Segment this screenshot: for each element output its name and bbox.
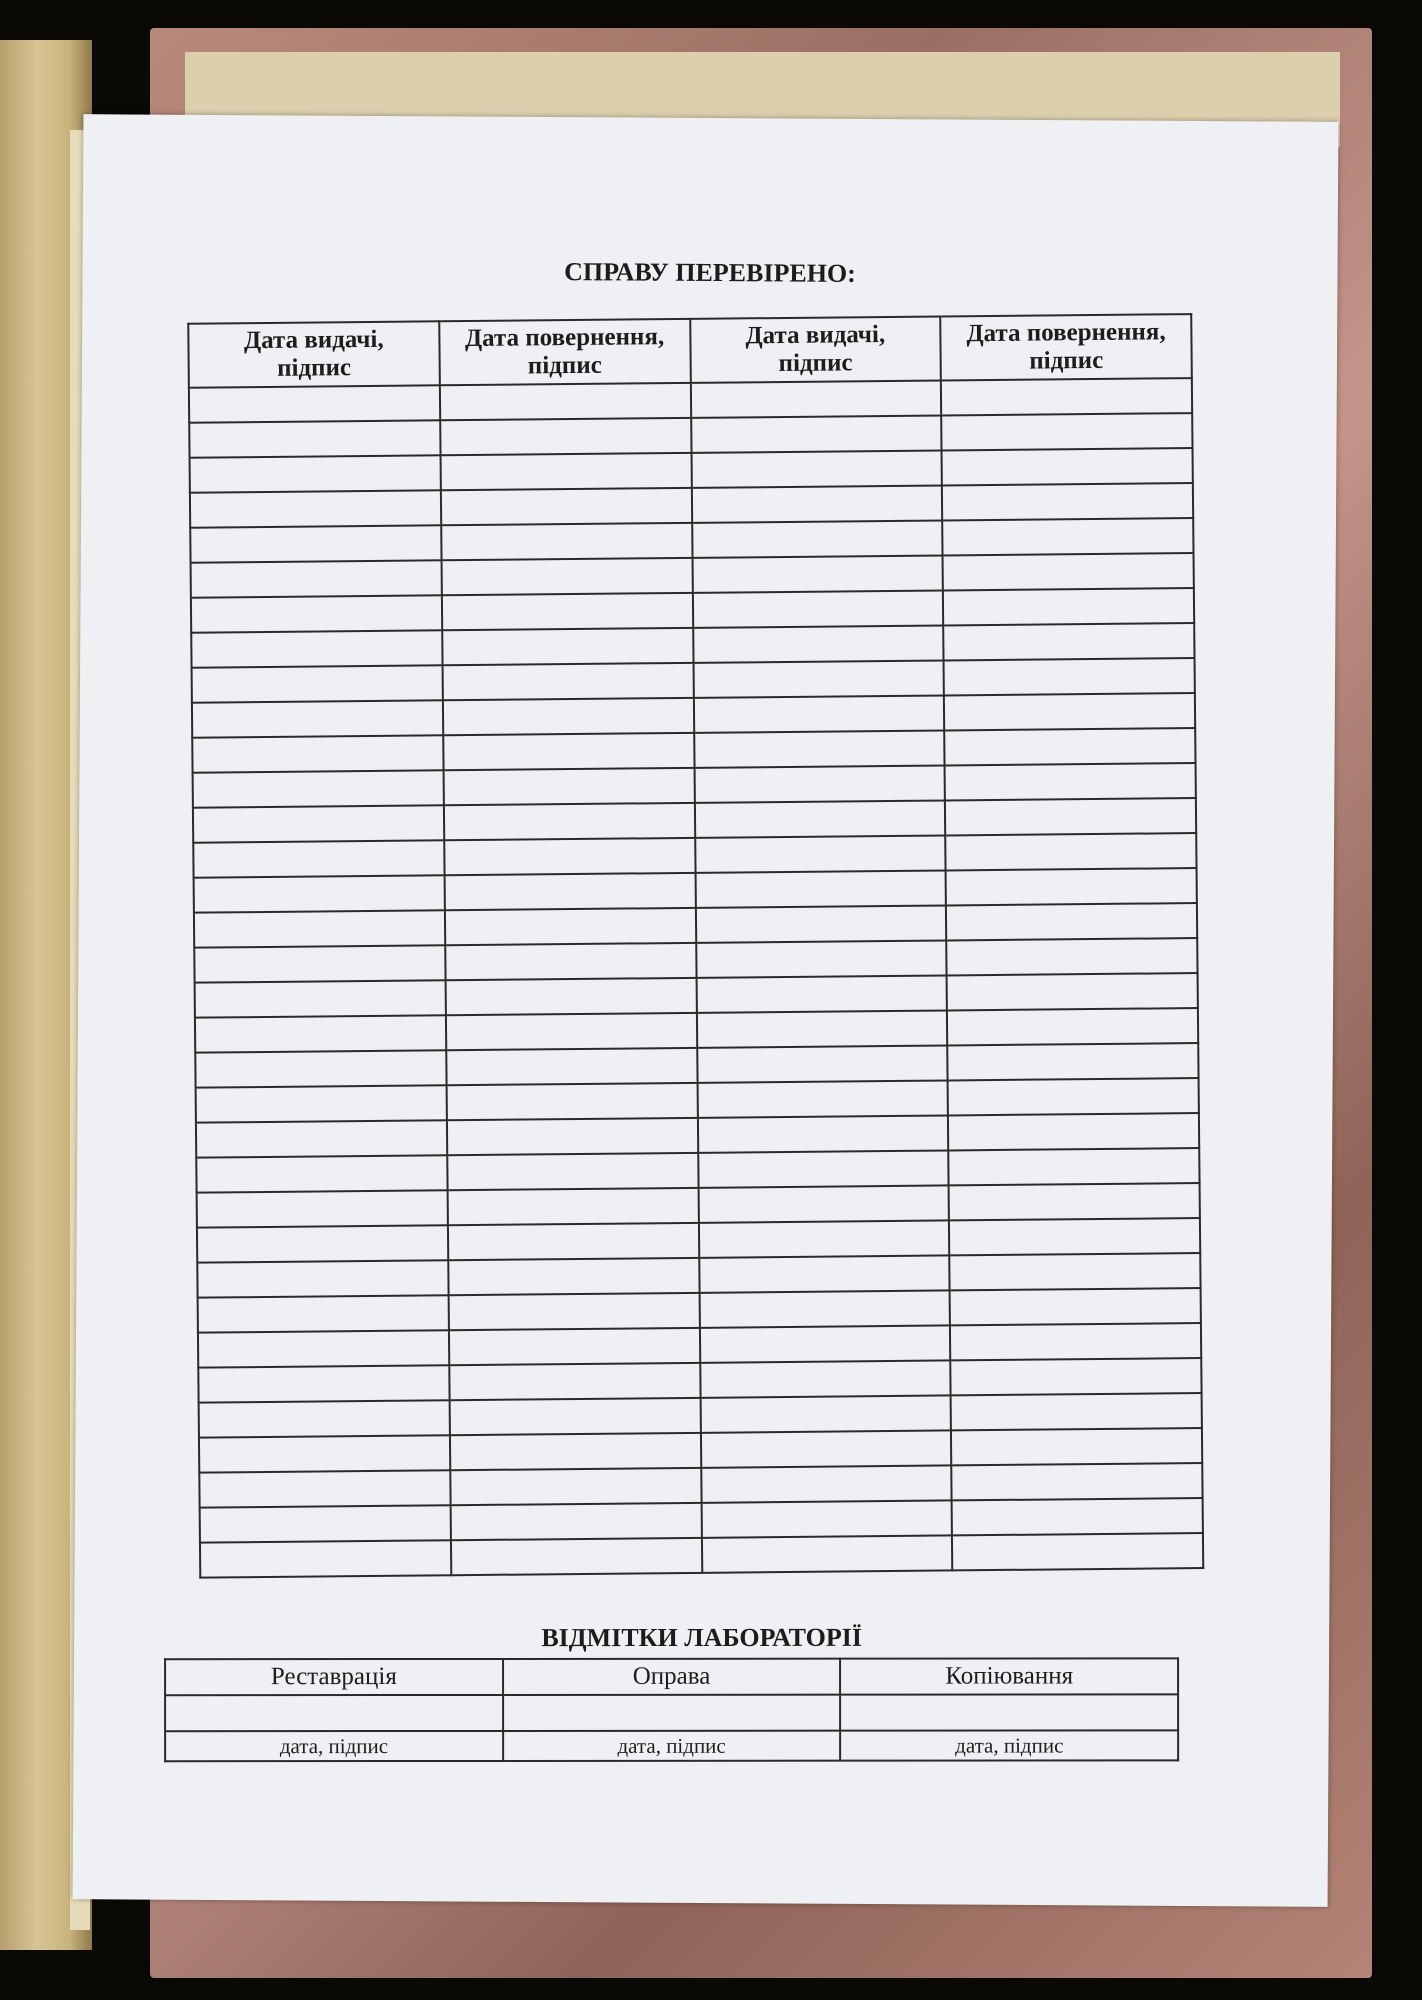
checkout-cell bbox=[697, 1080, 948, 1117]
checkout-cell bbox=[190, 490, 441, 527]
checkout-cell bbox=[195, 1015, 446, 1052]
checkout-cell bbox=[194, 945, 445, 982]
checkout-cell bbox=[694, 730, 945, 767]
checkout-cell bbox=[690, 380, 941, 417]
checkout-cell bbox=[192, 700, 443, 737]
checkout-cell bbox=[951, 1428, 1202, 1465]
checkout-cell bbox=[446, 1048, 697, 1085]
checkout-cell bbox=[699, 1325, 950, 1362]
checkout-cell bbox=[693, 660, 944, 697]
checkout-table bbox=[187, 313, 1204, 1579]
checkout-cell bbox=[944, 728, 1195, 765]
checkout-cell bbox=[692, 520, 943, 557]
checkout-cell bbox=[700, 1430, 951, 1467]
checkout-cell bbox=[943, 553, 1194, 590]
checkout-cell bbox=[947, 1008, 1198, 1045]
checkout-cell bbox=[948, 1113, 1199, 1150]
checkout-cell bbox=[197, 1225, 448, 1262]
checkout-cell bbox=[200, 1540, 451, 1577]
checkout-cell bbox=[695, 905, 946, 942]
checkout-cell bbox=[692, 555, 943, 592]
checkout-cell bbox=[441, 488, 692, 525]
checkout-cell bbox=[197, 1190, 448, 1227]
lab-cell-binding bbox=[503, 1695, 841, 1731]
checkout-cell bbox=[952, 1463, 1203, 1500]
checkout-cell bbox=[450, 1503, 701, 1540]
checkout-cell bbox=[696, 1010, 947, 1047]
checkout-cell bbox=[692, 590, 943, 627]
checkout-cell bbox=[449, 1328, 700, 1365]
checkout-cell bbox=[444, 803, 695, 840]
checkout-cell bbox=[191, 630, 442, 667]
checkout-cell bbox=[193, 840, 444, 877]
checkout-cell bbox=[699, 1290, 950, 1327]
checkout-cell bbox=[949, 1253, 1200, 1290]
checkout-cell bbox=[941, 413, 1192, 450]
checkout-cell bbox=[196, 1120, 447, 1157]
checkout-cell bbox=[950, 1323, 1201, 1360]
checkout-cell bbox=[440, 453, 691, 490]
checkout-cell bbox=[441, 558, 692, 595]
lab-marks-table bbox=[164, 1657, 1179, 1762]
checkout-cell bbox=[443, 733, 694, 770]
checkout-cell bbox=[450, 1468, 701, 1505]
checkout-cell bbox=[195, 980, 446, 1017]
checkout-cell bbox=[696, 975, 947, 1012]
lab-blank-row bbox=[165, 1694, 1178, 1731]
checkout-cell bbox=[441, 523, 692, 560]
checkout-cell bbox=[949, 1183, 1200, 1220]
checkout-cell bbox=[199, 1400, 450, 1437]
checkout-cell bbox=[694, 765, 945, 802]
checkout-cell bbox=[691, 415, 942, 452]
checkout-cell bbox=[195, 1050, 446, 1087]
checkout-cell bbox=[442, 628, 693, 665]
lab-caption-row bbox=[165, 1730, 1178, 1761]
lab-caption-restoration: дата, підпис bbox=[165, 1731, 503, 1761]
checkout-cell bbox=[696, 940, 947, 977]
header-return-date-2 bbox=[940, 314, 1191, 380]
header-line: Дата повернення, bbox=[966, 318, 1166, 348]
checkout-cell bbox=[700, 1395, 951, 1432]
checkout-cell bbox=[443, 698, 694, 735]
checkout-cell bbox=[443, 768, 694, 805]
header-line: підпис bbox=[276, 354, 352, 382]
page-title: СПРАВУ ПЕРЕВІРЕНО: bbox=[564, 257, 856, 288]
checkout-cell bbox=[190, 525, 441, 562]
checkout-cell bbox=[944, 693, 1195, 730]
checkout-cell bbox=[194, 875, 445, 912]
form-sheet bbox=[73, 114, 1339, 1907]
checkout-cell bbox=[945, 763, 1196, 800]
checkout-cell bbox=[698, 1185, 949, 1222]
checkout-cell bbox=[449, 1398, 700, 1435]
lab-cell-restoration bbox=[165, 1695, 503, 1731]
checkout-cell bbox=[198, 1330, 449, 1367]
lab-section-title: ВІДМІТКИ ЛАБОРАТОРІЇ bbox=[541, 1622, 863, 1653]
header-line: підпис bbox=[778, 349, 853, 378]
header-return-date-1 bbox=[439, 319, 690, 385]
checkout-cell bbox=[451, 1538, 702, 1575]
checkout-cell bbox=[199, 1435, 450, 1472]
checkout-cell bbox=[196, 1085, 447, 1122]
checkout-cell bbox=[701, 1535, 952, 1572]
header-issue-date-2 bbox=[690, 316, 941, 382]
checkout-cell bbox=[445, 978, 696, 1015]
checkout-cell bbox=[189, 420, 440, 457]
checkout-cell bbox=[946, 938, 1197, 975]
checkout-cell bbox=[448, 1293, 699, 1330]
checkout-cell bbox=[941, 378, 1192, 415]
checkout-cell bbox=[194, 910, 445, 947]
checkout-cell bbox=[446, 1083, 697, 1120]
checkout-cell bbox=[442, 663, 693, 700]
checkout-cell bbox=[691, 450, 942, 487]
header-issue-date-1 bbox=[188, 321, 439, 387]
lab-caption-binding: дата, підпис bbox=[503, 1731, 841, 1761]
checkout-cell bbox=[447, 1188, 698, 1225]
checkout-cell bbox=[948, 1078, 1199, 1115]
header-line: Дата повернення, bbox=[464, 323, 665, 353]
checkout-cell bbox=[945, 833, 1196, 870]
checkout-cell bbox=[197, 1260, 448, 1297]
checkout-cell bbox=[198, 1365, 449, 1402]
lab-cell-copying bbox=[840, 1694, 1178, 1730]
checkout-cell bbox=[701, 1500, 952, 1537]
checkout-cell bbox=[946, 868, 1197, 905]
checkout-cell bbox=[193, 770, 444, 807]
checkout-cell bbox=[447, 1153, 698, 1190]
header-line: підпис bbox=[1029, 346, 1104, 375]
checkout-cell bbox=[950, 1288, 1201, 1325]
checkout-cell bbox=[442, 593, 693, 630]
checkout-cell bbox=[191, 560, 442, 597]
checkout-cell bbox=[449, 1363, 700, 1400]
checkout-cell bbox=[952, 1533, 1203, 1570]
checkout-cell bbox=[942, 483, 1193, 520]
checkout-cell bbox=[693, 695, 944, 732]
checkout-cell bbox=[191, 595, 442, 632]
checkout-cell bbox=[440, 383, 691, 420]
checkout-cell bbox=[948, 1148, 1199, 1185]
checkout-cell bbox=[951, 1393, 1202, 1430]
checkout-cell bbox=[193, 805, 444, 842]
checkout-cell bbox=[693, 625, 944, 662]
checkout-cell bbox=[952, 1498, 1203, 1535]
checkout-cell bbox=[190, 455, 441, 492]
checkout-cell bbox=[691, 485, 942, 522]
checkout-cell bbox=[947, 1043, 1198, 1080]
checkout-cell bbox=[943, 623, 1194, 660]
checkout-cell bbox=[189, 385, 440, 422]
checkout-cell bbox=[444, 873, 695, 910]
checkout-cell bbox=[701, 1465, 952, 1502]
header-line: Дата видачі, bbox=[745, 321, 886, 350]
checkout-cell bbox=[946, 903, 1197, 940]
checkout-cell bbox=[444, 838, 695, 875]
lab-header-binding: Оправа bbox=[503, 1659, 841, 1695]
lab-header-restoration: Реставрація bbox=[165, 1659, 503, 1695]
checkout-cell bbox=[445, 943, 696, 980]
checkout-cell bbox=[942, 518, 1193, 555]
header-line: Дата видачі, bbox=[243, 325, 384, 355]
checkout-cell bbox=[440, 418, 691, 455]
checkout-cell bbox=[698, 1150, 949, 1187]
checkout-cell bbox=[944, 658, 1195, 695]
checkout-cell bbox=[695, 870, 946, 907]
checkout-header-row bbox=[188, 314, 1192, 388]
checkout-cell bbox=[446, 1013, 697, 1050]
lab-header-copying: Копіювання bbox=[840, 1658, 1178, 1694]
checkout-cell bbox=[698, 1220, 949, 1257]
checkout-cell bbox=[200, 1505, 451, 1542]
checkout-cell bbox=[945, 798, 1196, 835]
checkout-cell bbox=[943, 588, 1194, 625]
checkout-cell bbox=[699, 1255, 950, 1292]
checkout-cell bbox=[447, 1118, 698, 1155]
checkout-cell bbox=[694, 800, 945, 837]
checkout-cell bbox=[196, 1155, 447, 1192]
checkout-cell bbox=[697, 1045, 948, 1082]
checkout-cell bbox=[697, 1115, 948, 1152]
checkout-cell bbox=[445, 908, 696, 945]
checkout-cell bbox=[700, 1360, 951, 1397]
checkout-cell bbox=[448, 1223, 699, 1260]
checkout-table-body bbox=[189, 378, 1203, 1578]
checkout-cell bbox=[448, 1258, 699, 1295]
checkout-cell bbox=[951, 1358, 1202, 1395]
checkout-cell bbox=[942, 448, 1193, 485]
checkout-cell bbox=[695, 835, 946, 872]
checkout-cell bbox=[192, 665, 443, 702]
checkout-cell bbox=[198, 1295, 449, 1332]
lab-header-row bbox=[165, 1658, 1178, 1695]
lab-caption-copying: дата, підпис bbox=[840, 1730, 1178, 1760]
checkout-cell bbox=[450, 1433, 701, 1470]
checkout-cell bbox=[949, 1218, 1200, 1255]
checkout-cell bbox=[947, 973, 1198, 1010]
checkout-cell bbox=[192, 735, 443, 772]
checkout-cell bbox=[199, 1470, 450, 1507]
header-line: підпис bbox=[527, 351, 602, 380]
